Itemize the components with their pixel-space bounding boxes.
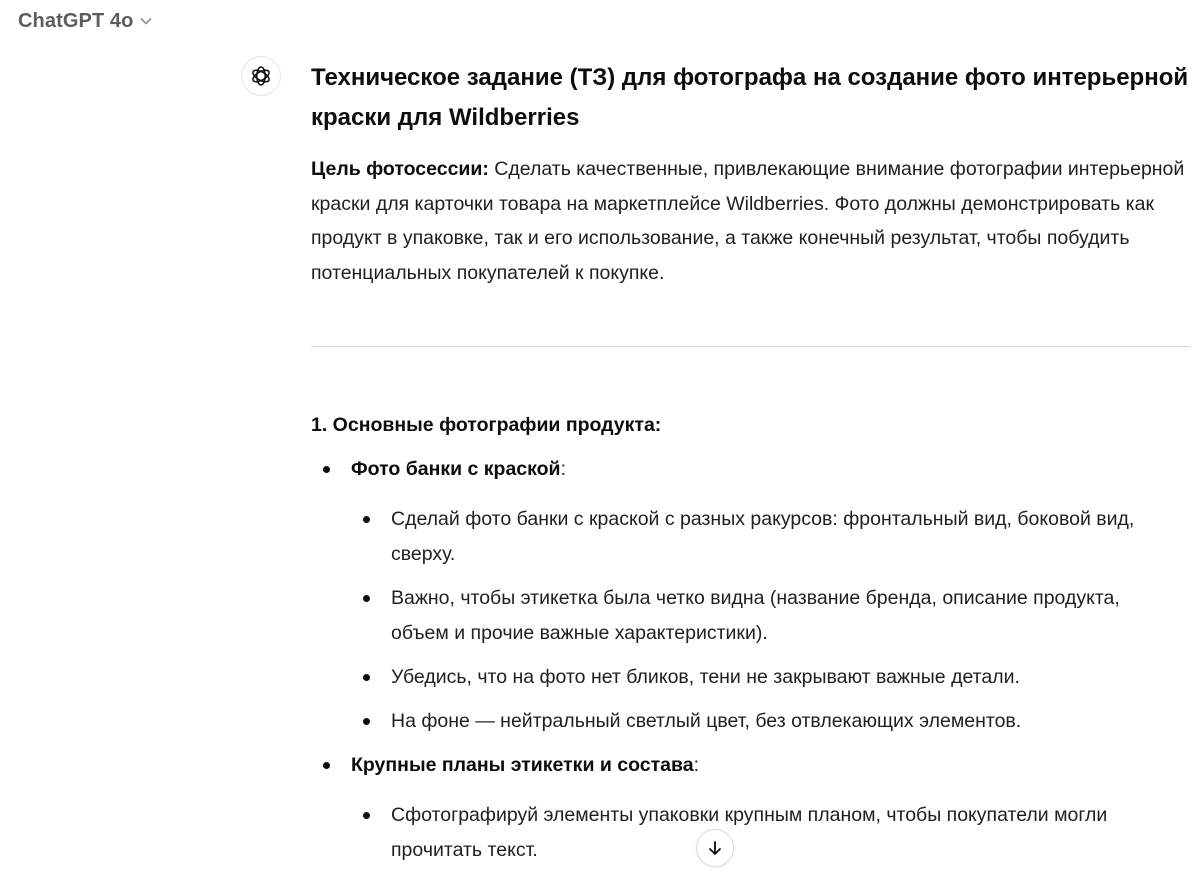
list-item-label: Фото банки с краской	[351, 458, 561, 480]
assistant-avatar	[241, 56, 281, 96]
bullet-dot	[363, 516, 370, 523]
sub-list-item-text: На фоне — нейтральный светлый цвет, без отвлекающих элементов.	[391, 710, 1022, 732]
goal-paragraph	[311, 152, 1191, 290]
scroll-down-button[interactable]	[696, 829, 734, 867]
assistant-message	[311, 58, 1191, 290]
list-item-suffix: :	[693, 754, 699, 776]
sub-list-item-text: Сделай фото банки с краской с разных ракурсов: фронтальный вид, боковой вид, сверху.	[391, 508, 1135, 565]
sub-list-item	[391, 502, 1181, 571]
bullet-dot	[323, 466, 330, 473]
list-item-label: Крупные планы этикетки и состава	[351, 754, 694, 776]
arrow-down-icon	[706, 839, 724, 857]
list-item-suffix: :	[560, 458, 566, 480]
sub-list-item-text: Сфотографируй элементы упаковки крупным планом, чтобы покупатели могли прочитать текст.	[391, 804, 1108, 861]
bullet-dot	[363, 718, 370, 725]
list-item	[351, 452, 1191, 487]
model-name: ChatGPT 4o	[18, 9, 134, 32]
sub-list-item	[391, 660, 1181, 695]
sub-list-item-text: Важно, чтобы этикетка была четко видна (название бренда, описание продукта, объем и прочие важные характеристики).	[391, 587, 1120, 644]
divider	[311, 346, 1190, 347]
sub-list-item	[391, 704, 1181, 739]
sub-list-item	[391, 798, 1181, 867]
message-title: Техническое задание (ТЗ) для фотографа на создание фото интерьерной краски для Wildberries	[311, 64, 1189, 131]
section-heading: 1. Основные фотографии продукта:	[311, 414, 662, 436]
goal-label: Цель фотосессии:	[311, 158, 489, 180]
sub-list-item-text: Убедись, что на фото нет бликов, тени не закрывают важные детали.	[391, 666, 1020, 688]
chevron-down-icon	[139, 14, 153, 28]
model-switcher[interactable]	[18, 6, 153, 36]
sub-list-item	[391, 581, 1181, 650]
bullet-dot	[323, 762, 330, 769]
goal-text: Сделать качественные, привлекающие внимание фотографии интерьерной краски для карточки товара на маркетплейсе Wildberries. Фото должны демонстрировать как продукт в упаковке, так и его использование, а также конечный результат, чтобы побудить потенциальных покупателей к покупке.	[311, 158, 1185, 284]
list-item	[351, 748, 1191, 783]
openai-logo-icon	[248, 63, 274, 89]
bullet-dot	[363, 674, 370, 681]
bullet-dot	[363, 812, 370, 819]
bullet-dot	[363, 595, 370, 602]
